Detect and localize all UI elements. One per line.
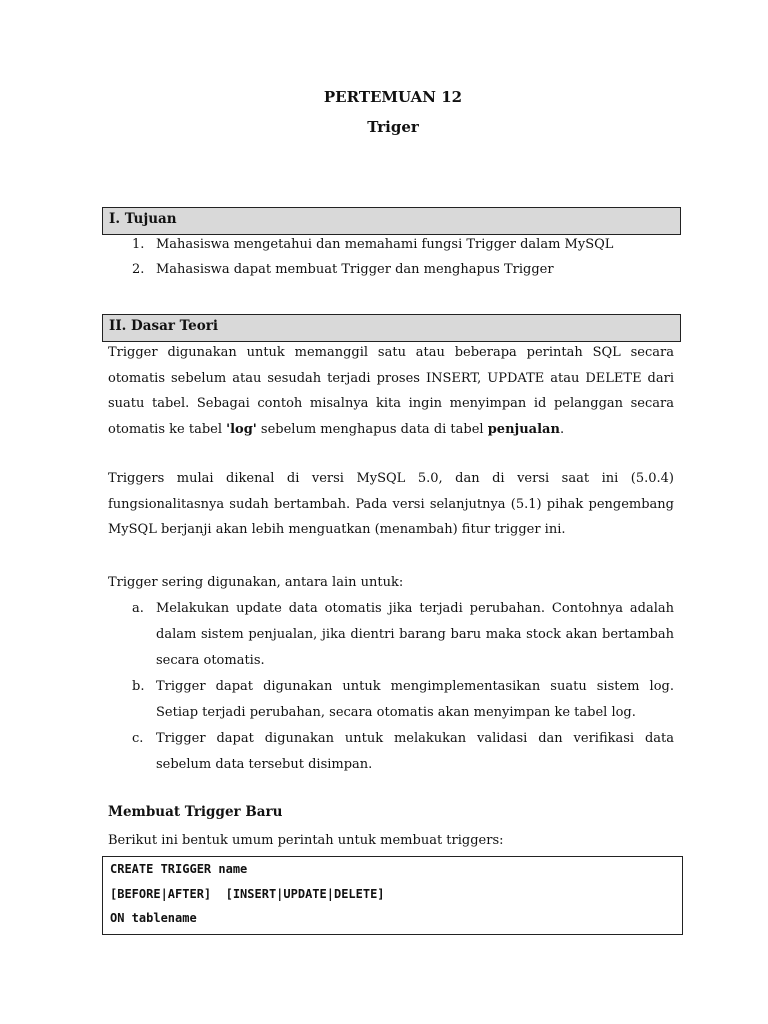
- list-marker: 1.: [132, 237, 145, 252]
- uses-list: [132, 596, 674, 778]
- paragraph-trigger-definition: [108, 340, 674, 442]
- code-block: [102, 856, 683, 935]
- list-item-text: Melakukan update data otomatis jika terjadi perubahan. Contohnya adalah dalam sistem penjualan, jika dientri barang baru maka stock akan bertambah secara otomatis.: [156, 601, 674, 668]
- list-item-text: Mahasiswa dapat membuat Trigger dan menghapus Trigger: [156, 262, 554, 277]
- subheading-membuat-trigger: Membuat Trigger Baru: [108, 804, 283, 820]
- page-subtitle: Triger: [367, 118, 419, 136]
- code-line: [BEFORE|AFTER] [INSERT|UPDATE|DELETE]: [110, 886, 385, 901]
- list-item: [132, 260, 613, 285]
- list-item-text: Trigger dapat digunakan untuk melakukan validasi dan verifikasi data sebelum data tersebut disimpan.: [156, 731, 674, 772]
- paragraph-text: Trigger digunakan untuk memanggil satu atau beberapa perintah SQL secara otomatis sebelum atau sesudah terjadi proses INSERT, UPDATE atau DELETE dari suatu tabel. Sebagai contoh misalnya kita ingin menyimpan id pelanggan secara otomatis ke tabel: [108, 345, 674, 437]
- paragraph-text: .: [559, 421, 565, 437]
- list-marker: b.: [132, 679, 145, 694]
- list-item: [132, 674, 674, 726]
- bold-term-log: 'log': [226, 421, 257, 437]
- list-marker: 2.: [132, 262, 145, 277]
- list-marker: c.: [132, 731, 144, 746]
- paragraph-uses-intro: Trigger sering digunakan, antara lain untuk:: [108, 575, 404, 590]
- list-item-text: Mahasiswa mengetahui dan memahami fungsi Trigger dalam MySQL: [156, 237, 614, 252]
- page-title: PERTEMUAN 12: [323, 88, 463, 106]
- paragraph-mysql-version: Triggers mulai dikenal di versi MySQL 5.0, dan di versi saat ini (5.0.4) fungsionalitasnya sudah bertambah. Pada versi selanjutnya (5.1) pihak pengembang MySQL berjanji akan lebih menguatkan (menambah) fitur trigger ini.: [108, 471, 674, 537]
- list-item: [132, 726, 674, 778]
- objectives-list: [132, 235, 613, 285]
- list-item-text: Trigger dapat digunakan untuk mengimplementasikan suatu sistem log. Setiap terjadi perubahan, secara otomatis akan menyimpan ke tabel log.: [156, 679, 674, 720]
- code-line: ON tablename: [110, 911, 197, 925]
- section-heading-tujuan: I. Tujuan: [102, 207, 681, 235]
- list-marker: a.: [132, 601, 144, 616]
- list-item: [132, 235, 613, 260]
- paragraph-syntax-intro: Berikut ini bentuk umum perintah untuk membuat triggers:: [108, 833, 504, 848]
- code-line: CREATE TRIGGER name: [110, 862, 248, 876]
- section-heading-dasar-teori: II. Dasar Teori: [102, 314, 681, 342]
- paragraph-text: sebelum menghapus data di tabel: [256, 421, 488, 437]
- list-item: [132, 596, 674, 674]
- bold-term-penjualan: penjualan: [487, 421, 560, 437]
